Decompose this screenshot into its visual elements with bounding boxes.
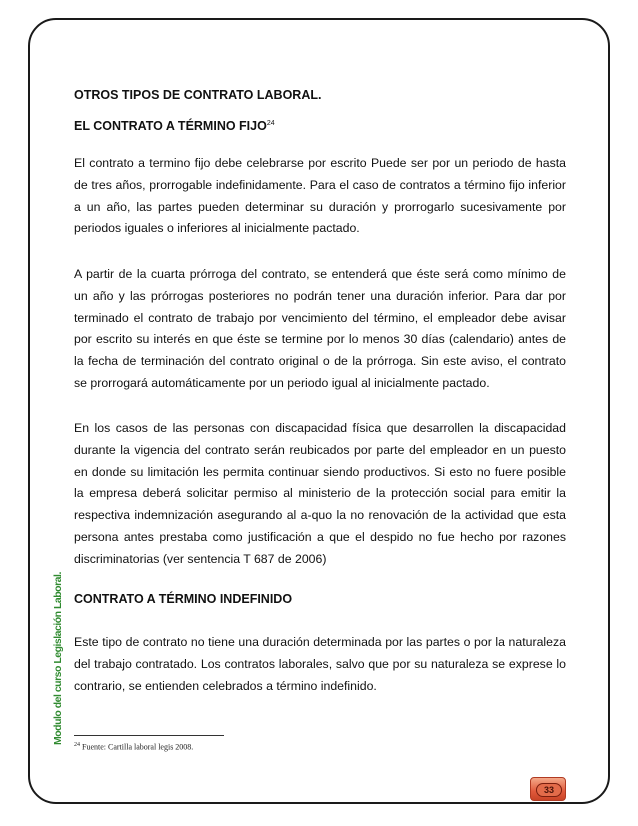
section-heading-fixed-term: [74, 119, 275, 133]
fixed-term-title: EL CONTRATO A TÉRMINO FIJO: [74, 119, 267, 133]
section-heading-other-contracts: OTROS TIPOS DE CONTRATO LABORAL.: [74, 88, 322, 102]
section-heading-indefinite-term: CONTRATO A TÉRMINO INDEFINIDO: [74, 592, 293, 606]
footnote-divider: [74, 735, 224, 736]
page-number-badge: [530, 777, 566, 801]
footnote-reference: 24: [266, 119, 275, 127]
footnote-number: 24: [74, 742, 80, 748]
footnote: [74, 742, 193, 752]
paragraph-fourth-extension: A partir de la cuarta prórroga del contrato, se entenderá que éste será como mínimo de un año y las prórrogas posteriores no podrán tener una duración inferior. Para dar por terminado el contrato de trabajo por vencimiento del término, el empleador debe avisar por escrito su interés en que éste se termine por lo menos 30 días (calendario) antes de la fecha de terminación del contrato original o de la prórroga. Sin este aviso, el contrato se prorrogará automáticamente por un periodo igual al inicialmente pactado.: [74, 267, 566, 390]
paragraph-disability: En los casos de las personas con discapacidad física que desarrollen la discapacidad durante la vigencia del contrato serán reubicados por parte del empleador en un puesto en donde su limitación les permita continuar siendo productivos. Si esto no fuere posible la empresa deberá solicitar permiso al ministerio de la protección social para emitir la respectiva indemnización asegurando al a-quo la no renovación de la actividad que esta persona antes prestaba como justificación a que el despido no fue hecho por razones discriminatorias (ver sentencia T 687 de 2006): [74, 421, 566, 566]
paragraph-fixed-term-definition: El contrato a termino fijo debe celebrarse por escrito Puede ser por un periodo de hasta de tres años, prorrogable indefinidamente. Para el caso de contratos a término fijo inferior a un año, las partes pueden determinar su duración y prorrogarlo sucesivamente por periodos iguales o inferiores al inicialmente pactado.: [74, 156, 566, 236]
paragraph-indefinite-term: Este tipo de contrato no tiene una duración determinada por las partes o por la naturaleza del trabajo contratado. Los contratos laborales, salvo que por su naturaleza se exprese lo contrario, se entienden celebrados a término indefinido.: [74, 635, 566, 693]
page-number: 33: [536, 783, 562, 797]
footnote-text: Fuente: Cartilla laboral legis 2008.: [80, 742, 194, 752]
side-course-label: Modulo del curso Legislación Laboral.: [52, 572, 64, 745]
